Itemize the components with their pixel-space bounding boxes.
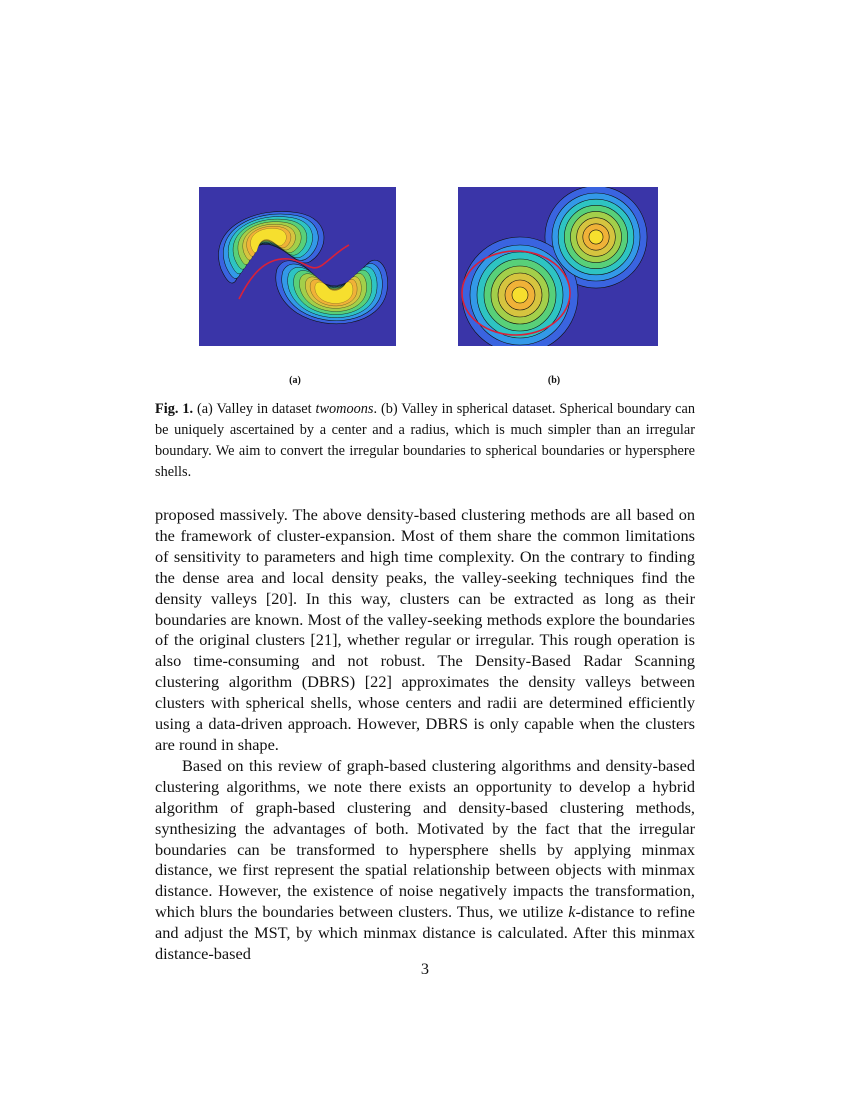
- figure-b-spherical: [458, 187, 658, 346]
- caption-text-post: . (b) Valley in spherical dataset. Spherical boundary can be uniquely ascertained by a center and a radius, which is much simpler than an irregular boundary. We aim to convert the irregular boundaries to spherical boundaries or hypersphere shells.: [155, 401, 695, 480]
- paragraph-2-k: k: [568, 902, 576, 922]
- subfigure-label-b: (b): [547, 375, 561, 386]
- body-text: [155, 505, 695, 965]
- caption-text-pre: (a) Valley in dataset: [193, 401, 316, 417]
- paragraph-2-post: -distance to refine and adjust the MST, by which minmax distance is calculated. After this minmax distance-based: [155, 902, 696, 964]
- figure-caption: [155, 399, 695, 483]
- caption-label: Fig. 1.: [155, 401, 194, 417]
- page-number: 3: [420, 959, 430, 978]
- subfigure-label-a: (a): [289, 375, 301, 386]
- paragraph-1: proposed massively. The above density-based clustering methods are all based on the framework of cluster-expansion. Most of them share the common limitations of sensitivity to parameters and high time complexity. On the contrary to finding the dense area and local density peaks, the valley-seeking techniques find the density valleys [20]. In this way, clusters can be extracted as long as their boundaries are known. Most of the valley-seeking methods explore the boundaries of the original clusters [21], whether regular or irregular. This rough operation is also time-consuming and not robust. The Density-Based Radar Scanning clustering algorithm (DBRS) [22] approximates the density valleys between clusters with spherical shells, whose centers and radii are determined efficiently using a data-driven approach. However, DBRS is only capable when the clusters are round in shape.: [155, 505, 695, 754]
- paragraph-2-pre: Based on this review of graph-based clustering algorithms and density-based clustering algorithms, we note there exists an opportunity to develop a hybrid algorithm of graph-based clustering and density-based clustering methods, synthesizing the advantages of both. Motivated by the fact that the irregular boundaries can be transformed to hypersphere shells by applying minmax distance, we first represent the spatial relationship between objects with minmax distance. However, the existence of noise negatively impacts the transformation, which blurs the boundaries between clusters. Thus, we utilize: [155, 755, 695, 922]
- paragraph-2: [155, 756, 695, 965]
- caption-dataset-name: twomoons: [315, 401, 374, 417]
- figure-a-twomoons: [199, 187, 396, 346]
